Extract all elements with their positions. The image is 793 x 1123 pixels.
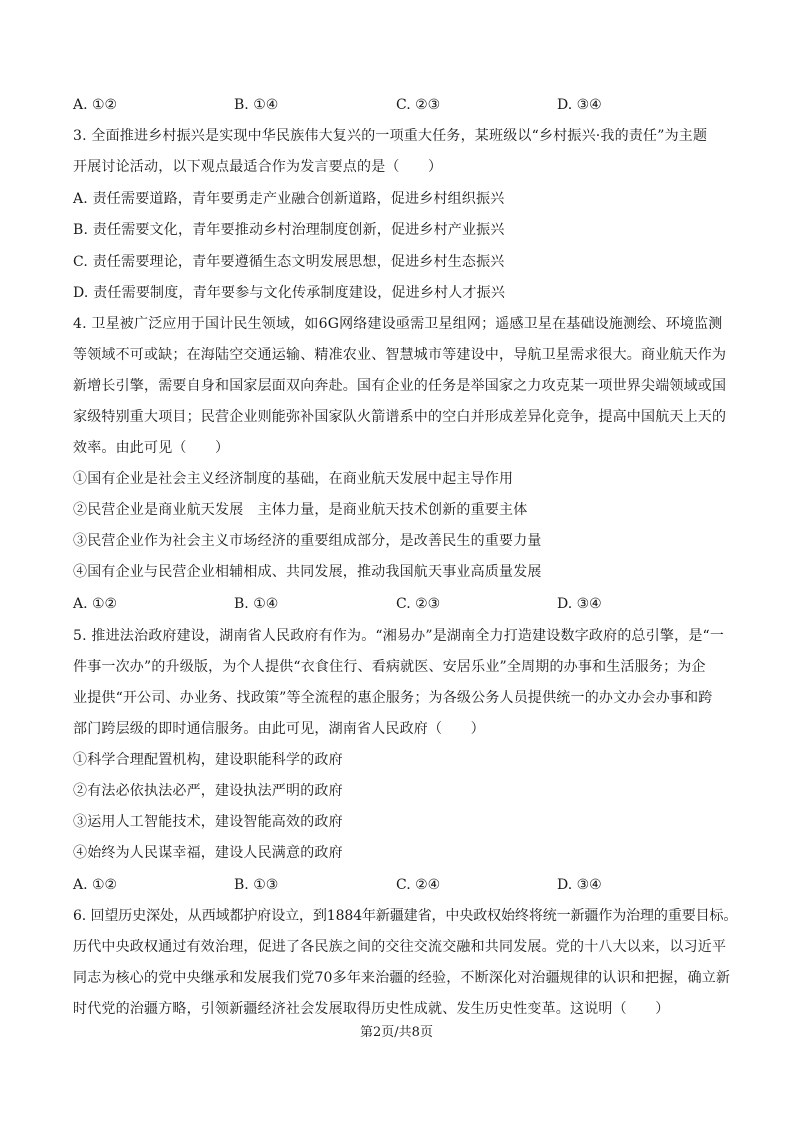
q4-stem-line: 效率。由此可见（ ） (73, 440, 230, 456)
q5-item-1: ①科学合理配置机构，建设职能科学的政府 (73, 752, 343, 768)
q2-options (73, 95, 733, 115)
q5-item-4: ④始终为人民谋幸福，建设人民满意的政府 (73, 845, 343, 861)
q4-stem-line: 4. 卫星被广泛应用于国计民生领域，如6G网络建设亟需卫星组网；遥感卫星在基础设施测绘、环境监测 (73, 316, 723, 332)
q4-stem-line: 等领域不可或缺；在海陆空交通运输、精准农业、智慧城市等建设中，导航卫星需求很大。商业航天作为 (73, 347, 727, 363)
option-a: A. ①② (73, 97, 118, 113)
q3-choice-d: D. 责任需要制度，青年要参与文化传承制度建设，促进乡村人才振兴 (73, 285, 506, 301)
q4-item-3: ③民营企业作为社会主义市场经济的重要组成部分，是改善民生的重要力量 (73, 533, 542, 549)
option-b: B. ①④ (234, 97, 279, 113)
q4-item-2: ②民营企业是商业航天发展 主体力量，是商业航天技术创新的重要主体 (73, 502, 528, 518)
q6-stem-line: 6. 回望历史深处，从西域都护府设立，到1884年新疆建省，中央政权始终将统一新疆作为治理的重要目标。 (73, 908, 738, 924)
q4-item-1: ①国有企业是社会主义经济制度的基础，在商业航天发展中起主导作用 (73, 471, 514, 487)
q4-stem-line: 家级特别重大项目；民营企业则能弥补国家队火箭谱系中的空白并形成差异化竞争，提高中国航天上天的 (73, 409, 727, 425)
option-b: B. ①④ (234, 596, 279, 612)
q5-stem-line: 业提供“开公司、办业务、找政策”等全流程的惠企服务；为各级公务人员提供统一的办文办会办事和跨 (73, 690, 713, 706)
q5-item-2: ②有法必依执法必严，建设执法严明的政府 (73, 783, 343, 799)
option-c: C. ②④ (396, 877, 441, 893)
option-a: A. ①② (73, 877, 118, 893)
q5-stem-line: 部门跨层级的即时通信服务。由此可见，湖南省人民政府（ ） (73, 721, 485, 737)
q6-stem-line: 同志为核心的党中央继承和发展我们党70多年来治疆的经验，不断深化对治疆规律的认识和把握，确立新 (73, 970, 731, 986)
q5-item-3: ③运用人工智能技术，建设智能高效的政府 (73, 814, 343, 830)
option-d: D. ③④ (557, 97, 602, 113)
option-b: B. ①③ (234, 877, 279, 893)
q3-choice-b: B. 责任需要文化，青年要推动乡村治理制度创新，促进乡村产业振兴 (73, 222, 505, 238)
q3-choice-c: C. 责任需要理论，青年要遵循生态文明发展思想，促进乡村生态振兴 (73, 254, 505, 270)
q3-stem-line: 开展讨论活动，以下观点最适合作为发言要点的是（ ） (73, 159, 443, 175)
q5-stem-line: 5. 推进法治政府建设，湖南省人民政府有作为。“湘易办”是湖南全力打造建设数字政府的总引擎，是“一 (73, 628, 725, 644)
q4-item-4: ④国有企业与民营企业相辅相成、共同发展，推动我国航天事业高质量发展 (73, 564, 542, 580)
option-d: D. ③④ (557, 596, 602, 612)
q6-stem-line: 时代党的治疆方略，引领新疆经济社会发展取得历史性成就、发生历史性变革。这说明（ ） (73, 1001, 670, 1017)
q5-stem-line: 件事一次办”的升级版，为个人提供“衣食住行、看病就医、安居乐业”全周期的办事和生活服务；为企 (73, 659, 706, 675)
option-c: C. ②③ (396, 596, 441, 612)
option-d: D. ③④ (557, 877, 602, 893)
page-number: 第2页/共8页 (360, 1025, 433, 1040)
q4-stem-line: 新增长引擎，需要自身和国家层面双向奔赴。国有企业的任务是举国家之力攻克某一项世界尖端领域或国 (73, 378, 727, 394)
q6-stem-line: 历代中央政权通过有效治理，促进了各民族之间的交往交流交融和共同发展。党的十八大以来，以习近平 (73, 939, 727, 955)
q5-options (73, 875, 733, 895)
option-c: C. ②③ (396, 97, 441, 113)
option-a: A. ①② (73, 596, 118, 612)
q3-stem-line: 3. 全面推进乡村振兴是实现中华民族伟大复兴的一项重大任务，某班级以“乡村振兴·我的责任”为主题 (73, 128, 708, 144)
q3-choice-a: A. 责任需要道路，青年要勇走产业融合创新道路，促进乡村组织振兴 (73, 191, 505, 207)
q4-options (73, 594, 733, 614)
